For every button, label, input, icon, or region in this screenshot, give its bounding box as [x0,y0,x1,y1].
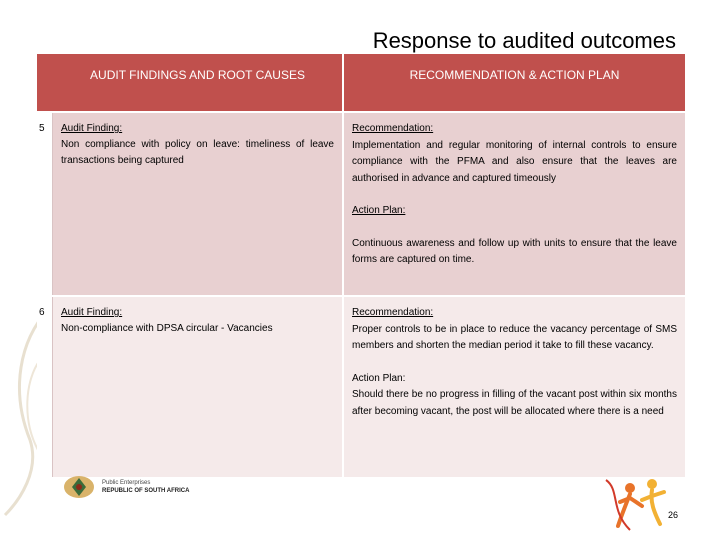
recommendation-label: Recommendation: [352,307,434,318]
finding-text: Non compliance with policy on leave: timeliness of leave transactions being captured [61,139,334,166]
recommendation-text: Implementation and regular monitoring of internal controls to ensure compliance with the PFMA and also ensure that the leaves are authorised in advance and captured timeously [352,139,677,184]
coat-of-arms-icon [62,474,96,500]
action-plan-text: Continuous awareness and follow up with units to ensure that the leave forms are captured on time. [352,237,677,265]
finding-cell [53,113,342,295]
row-number: 6 [37,297,53,477]
department-name: Public Enterprises [102,480,151,486]
decorative-figures-icon [600,470,690,540]
recommendation-label: Recommendation: [352,123,434,134]
finding-label: Audit Finding: [61,307,123,318]
table-row [37,111,685,295]
recommendation-cell [342,297,685,477]
action-plan-label: Action Plan: [352,372,406,384]
header-recommendation: RECOMMENDATION & ACTION PLAN [342,54,685,111]
table-header [37,54,685,111]
finding-cell [53,297,342,477]
page-number: 26 [667,510,678,520]
action-plan-label: Action Plan: [352,205,406,216]
recommendation-text: Proper controls to be in place to reduce the vacancy percentage of SMS members and shorten the median period it take to fill these vacancy. [352,323,677,351]
findings-table [37,54,685,477]
header-findings: AUDIT FINDINGS AND ROOT CAUSES [90,68,305,82]
action-plan-text: Should there be no progress in filling of the vacant post within six months after becoming vacant, the post will be allocated where there is a need [352,389,677,417]
table-row [37,295,685,477]
finding-label: Audit Finding: [61,123,123,134]
finding-text: Non-compliance with DPSA circular - Vacancies [61,323,273,334]
row-number: 5 [37,113,53,295]
recommendation-cell [342,113,685,295]
department-logo [62,474,189,500]
country-name: REPUBLIC OF SOUTH AFRICA [102,488,190,494]
page-title: Response to audited outcomes [372,28,676,53]
